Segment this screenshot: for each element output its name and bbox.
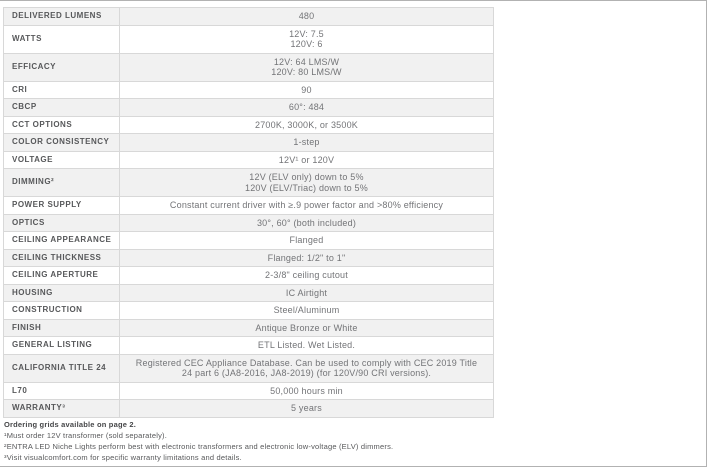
spec-value-line: 12V¹ or 120V <box>278 154 335 165</box>
spec-row-value <box>120 354 494 382</box>
spec-row-value <box>120 151 494 169</box>
spec-row-value <box>120 337 494 355</box>
spec-row-value <box>120 134 494 152</box>
spec-row-value <box>120 284 494 302</box>
spec-value-line: 12V: 7.5 <box>289 28 324 39</box>
spec-row-label: CCT OPTIONS <box>4 116 120 134</box>
spec-row-label: CEILING APERTURE <box>4 267 120 285</box>
spec-value-line: 5 years <box>291 403 322 413</box>
spec-row <box>4 337 494 355</box>
spec-value-line: 1-step <box>293 137 320 147</box>
spec-row <box>4 382 494 400</box>
footnote-1: ¹Must order 12V transformer (sold separately). <box>4 431 168 440</box>
spec-row <box>4 232 494 250</box>
spec-row <box>4 116 494 134</box>
spec-row <box>4 319 494 337</box>
footnote-heading: Ordering grids available on page 2. <box>4 420 137 429</box>
spec-row-label: VOLTAGE <box>4 151 120 169</box>
spec-row <box>4 99 494 117</box>
spec-value-line: 120V (ELV/Triac) down to 5% <box>245 182 368 193</box>
spec-row-label: GENERAL LISTING <box>4 337 120 355</box>
spec-row <box>4 25 494 53</box>
spec-row-label: CEILING THICKNESS <box>4 249 120 267</box>
spec-value-line: ETL Listed. Wet Listed. <box>257 340 356 350</box>
spec-row-value <box>120 302 494 320</box>
spec-value-line: 480 <box>298 11 315 21</box>
spec-value-line: Constant current driver with ≥.9 power factor and >80% efficiency <box>169 200 444 210</box>
spec-row-value <box>120 267 494 285</box>
spec-row <box>4 197 494 215</box>
spec-row <box>4 302 494 320</box>
spec-value-line: 120V: 80 LMS/W <box>271 67 342 77</box>
spec-row-value <box>120 400 494 418</box>
spec-row <box>4 214 494 232</box>
spec-row-label: EFFICACY <box>4 53 120 81</box>
spec-row-label: POWER SUPPLY <box>4 197 120 215</box>
spec-row-label: FINISH <box>4 319 120 337</box>
spec-value-line: Steel/Aluminum <box>273 305 340 315</box>
footnote-3: ³Visit visualcomfort.com for specific warranty limitations and details. <box>4 453 242 462</box>
spec-table <box>3 7 494 418</box>
spec-row-value <box>120 382 494 400</box>
spec-value-line: IC Airtight <box>285 287 328 298</box>
footnotes <box>4 420 564 465</box>
spec-row <box>4 354 494 382</box>
spec-row <box>4 134 494 152</box>
spec-value-line: 30°, 60° (both included) <box>256 217 357 228</box>
spec-row-value <box>120 8 494 26</box>
spec-row-label: CRI <box>4 81 120 99</box>
spec-row-value <box>120 319 494 337</box>
spec-row <box>4 53 494 81</box>
spec-row-label: CBCP <box>4 99 120 117</box>
spec-value-line: 50,000 hours min <box>270 385 343 396</box>
spec-value-line: 2700K, 3000K, or 3500K <box>255 119 358 130</box>
spec-row-label: WARRANTY³ <box>4 400 120 418</box>
spec-row-value <box>120 249 494 267</box>
spec-value-line: 60°: 484 <box>288 102 325 112</box>
spec-value-line: 120V: 6 <box>290 39 323 49</box>
spec-row <box>4 284 494 302</box>
spec-row <box>4 151 494 169</box>
spec-row-value <box>120 197 494 215</box>
spec-row-value <box>120 116 494 134</box>
spec-value-line: 12V (ELV only) down to 5% <box>249 172 364 182</box>
spec-row-label: DIMMING² <box>4 169 120 197</box>
spec-row <box>4 249 494 267</box>
spec-row-value <box>120 81 494 99</box>
spec-value-line: Flanged <box>289 235 324 245</box>
spec-row <box>4 8 494 26</box>
spec-row-label: WATTS <box>4 25 120 53</box>
footnote-2: ²ENTRA LED Niche Lights perform best with electronic transformers and electronic low-voltage (ELV) dimmers. <box>4 442 394 451</box>
spec-row <box>4 267 494 285</box>
spec-row-value <box>120 169 494 197</box>
spec-row-value <box>120 232 494 250</box>
spec-row <box>4 169 494 197</box>
spec-row-value <box>120 214 494 232</box>
spec-row <box>4 400 494 418</box>
spec-row-label: L70 <box>4 382 120 400</box>
spec-row-label: HOUSING <box>4 284 120 302</box>
spec-row-label: CALIFORNIA TITLE 24 <box>4 354 120 382</box>
spec-row-value <box>120 25 494 53</box>
spec-row-label: DELIVERED LUMENS <box>4 8 120 26</box>
spec-row-label: OPTICS <box>4 214 120 232</box>
spec-value-line: Antique Bronze or White <box>255 322 358 333</box>
spec-value-line: 90 <box>301 84 312 95</box>
spec-row-value <box>120 99 494 117</box>
spec-value-line: 2-3/8" ceiling cutout <box>265 270 348 280</box>
spec-row-label: CONSTRUCTION <box>4 302 120 320</box>
spec-value-line: 12V: 64 LMS/W <box>273 56 340 67</box>
spec-row-label: COLOR CONSISTENCY <box>4 134 120 152</box>
spec-row-value <box>120 53 494 81</box>
spec-value-line: Flanged: 1/2" to 1" <box>267 252 346 263</box>
spec-value-line: Registered CEC Appliance Database. Can be used to comply with CEC 2019 Title 24 part 6 (JA8-2016, JA8-2019) (for 120V/90 CRI versions). <box>135 357 478 378</box>
spec-row-label: CEILING APPEARANCE <box>4 232 120 250</box>
spec-row <box>4 81 494 99</box>
